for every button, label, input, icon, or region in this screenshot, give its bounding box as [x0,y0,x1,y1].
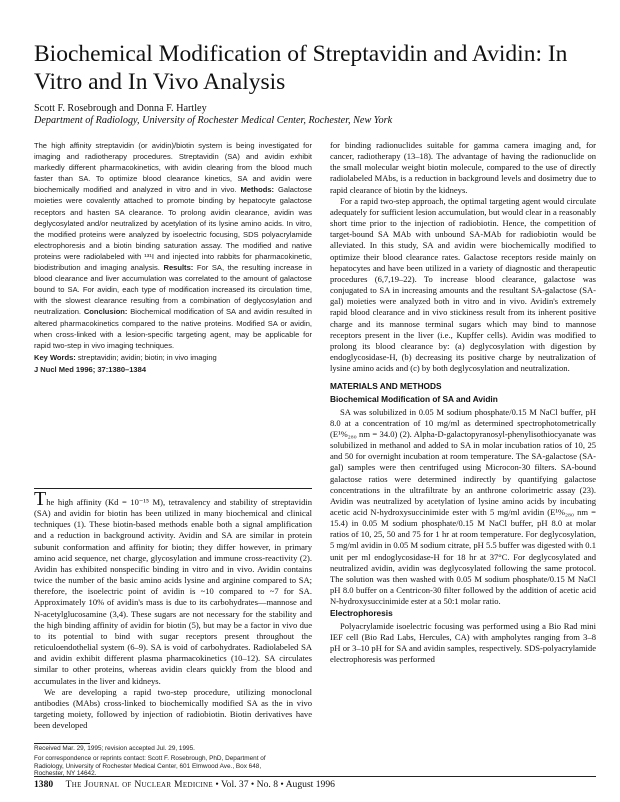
correspondence-note: For correspondence or reprints contact: Scott F. Rosebrough, PhD, Department of Radiology, University of Rochester Medical Center, 601 Elmwood Ave., Box 648, Rochester, NY 14642. [34,754,266,778]
left-column [34,488,312,731]
abstract-conclusion: Biochemical modification of SA and avidin resulted in altered pharmacokinetics compared to the native proteins. Modified SA or avidin, when cross-linked with a lesion-specific targeting agent, may be applicable for rapid two-step in vivo imaging techniques. [34,307,312,350]
page-number: 1380 [34,779,54,790]
volume-issue: • Vol. 37 • No. 8 • August 1996 [215,779,335,790]
footnote-divider [34,743,90,744]
journal-name: The Journal of Nuclear Medicine [65,779,213,790]
intro-paragraph-1 [34,488,312,687]
keywords-text: streptavidin; avidin; biotin; in vivo imaging [77,352,217,362]
intro-paragraph-3: for binding radionuclides suitable for gamma camera imaging and, for cancer, radiotherapy (13–18). The advantage of having the radionuclide on the small molecular weight biotin molecule, compared to the use of directly radiolabeled MAbs, is a reduction in background levels and dosimetry due to rapid clearance of biotin by the kidneys. [330,140,596,195]
keywords-line [34,352,312,363]
section-heading-methods: MATERIALS AND METHODS [330,381,442,392]
author-affiliation: Department of Radiology, University of Rochester Medical Center, Rochester, New York [34,115,393,126]
methods-paragraph-2: Polyacrylamide isoelectric focusing was performed using a Bio Rad mini IEF cell (Bio Rad Labs, Hercules, CA) with ampholytes ranging from 3–8 pH or 3–10 pH for SA and avidin samples, respectively. SDS-polyacrylamide electrophoresis was performed [330,620,596,665]
footnote-block [34,745,284,780]
article-title: Biochemical Modification of Streptavidin and Avidin: In Vitro and In Vivo Analysis [34,41,568,95]
subsection-heading-modification: Biochemical Modification of SA and Avidin [330,394,498,405]
abstract-paragraph [34,140,312,351]
keywords-label: Key Words: [34,352,76,362]
abstract-block [34,140,312,375]
abstract-divider [34,488,312,489]
methods-paragraph-1: SA was solubilized in 0.05 M sodium phosphate/0.15 M NaCl buffer, pH 8.0 at a concentration of 10 mg/ml as determined spectrophotometrically (E¹%₂₈₀ nm = 34.0) (2). Alpha-D-galactopyranosyl-phenylisothiocyanate was solubilized in methanol and added to SA in molar incubation ratios of 10, 25 and 50 for overnight incubation at room temperature. The SA-galactose (SA-gal) samples were then centrifuged using Microcon-30 filters. SA-bound galactose ratios were determined indirectly by quantifying galactose concentrations in the ultrafiltrate by an anthrone colorimetric assay (23). Avidin was neutralized by acetylation of lysine amino acids by incubating acetic acid N-hydroxysuccinimide ester with 5 mg/ml avidin (E¹%₂₈₀ nm = 15.4) in 0.05 M sodium phosphate/0.15 M NaCl buffer, pH 8.0 at molar ratios of 10, 25, 50 and 75 for 1 hr at room temperature. For deglycosylation, 5 mg/ml avidin in 0.05 M sodium citrate, pH 5.5 buffer was digested with 0.1 unit per ml endoglycosidase-H for 18 hr at 37°C. For deglycosylated and neutralized avidin, avidin was deglycosylated following the same protocol. The solution was then washed with 0.05 M sodium phosphate/0.15 M NaCl pH 8.0 buffer on a Centricon-30 filter followed by the addition of acetic acid N-hydroxysuccinimide ester at a 50:1 molar ratio. [330,406,596,607]
author-list: Scott F. Rosebrough and Donna F. Hartley [34,103,207,114]
footer-divider [34,776,596,777]
intro-paragraph-2: We are developing a rapid two-step procedure, utilizing monoclonal antibodies (MAbs) cross-linked to biochemically modified SA as the in vivo targeting moiety, followed by injection of radiobiotin. Biotin derivatives have been developed [34,686,312,731]
intro-paragraph-4: For a rapid two-step approach, the optimal targeting agent would circulate adequately for sufficient lesion accumulation, but would clear in a reasonably short time prior to the injection of radiobiotin. Hence, the competition of target-bound SA MAb with unbound SA-MAb for radiobiotin would be alleviated. In this study, SA and avidin were biochemically modified to optimize their blood clearance rates. Galactose receptors reside mainly on hepatocytes and have been utilized in a variety of diagnostic and therapeutic procedures (6,7,19–22). To increase blood clearance, galactose was conjugated to SA in increasing amounts and the resultant SA-galactose (SA-gal) moieties were analyzed both in vitro and in vivo. Avidin's extremely rapid blood clearance and in vivo stickiness result from its inherent positive charge and its mannose terminal sugars which may bind to mannose receptors present in the liver (i.e., Kupffer cells). Avidin was modified to prolong its blood clearance by: (a) deglycosylation with digestion by endoglycosidase-H, (b) decreasing its positive charge by neutralization of lysine amino acids and (c) by both deglycosylation and neutralization. [330,195,596,374]
abstract-methods: Galactose moieties were covalently attached to promote binding by hepatocyte galactose receptors and hasten SA clearance. To prolong avidin clearance, avidin was deglycosylated and/or neutralized by acetylation of its lysine amino acids. In vitro, the modified proteins were analyzed by isoelectric focusing, SDS polyacrylamide electrophoresis and a biotin binding saturation assay. The modified and native proteins were radiolabeled with ¹³¹I and injected into rabbits for pharmacokinetic, biodistribution and imaging analysis. [34,185,313,273]
received-note: Received Mar. 29, 1995; revision accepted Jul. 29, 1995. [34,745,195,752]
methods-label: Methods: [240,185,275,195]
conclusion-label: Conclusion: [83,307,128,317]
results-label: Results: [163,263,194,273]
intro-paragraph-1-text: he high affinity (Kd = 10⁻¹⁵ M), tetravalency and stability of streptavidin (SA) and avidin for biotin has been utilized in many biochemical and clinical techniques (1). These biotin-based methods enable both a signal amplification and a reduction in background activity. Avidin and SA are similar in protein subunit conformation and affinity for biotin; they differ however, in primary amino acid sequence, net charge, glycosylation and immune cross-reactivity (2). Avidin has exhibited nonspecific binding in vitro and in vivo. Avidin contains twice the number of the basic amino acids lysine and arginine compared to SA; therefore, the isoelectric point of avidin is ~10 compared to ~7 for SA. Approximately 10% of avidin's mass is due to its carbohydrates—mannose and N-acetylglucosamine (3,4). These sugars are not necessary for the stability and the high binding affinity of avidin for biotin (5), but may be a factor in vivo due to its potential to bind with sugar receptors present throughout the reticuloendothelial system (6–9). SA is void of carbohydrates. Radiolabeled SA and avidin exhibit different plasma pharmacokinetics (10–12). SA circulates similar to other proteins, whereas avidin clears quickly from the blood and accumulates in the liver and kidneys. [34,497,312,686]
subsection-heading-electrophoresis: Electrophoresis [330,608,393,619]
page-footer [34,779,335,790]
journal-citation: J Nucl Med 1996; 37:1380–1384 [34,364,147,374]
abstract-intro: The high affinity streptavidin (or avidin)/biotin system is being investigated for imaging and radiotherapy procedures. Streptavidin (SA) and avidin exhibit markedly different pharmacokinetics, with avidin clearing from the blood much faster than SA. To optimize blood clearance kinetics, SA and avidin were biochemically modified and analyzed in vitro and in vivo. [34,141,312,195]
abstract-results: For SA, the resulting increase in blood clearance and liver accumulation was correlated to the amount of galactose bound to SA. For avidin, each type of modification increased its circulation time, with the slowest clearance resulting from a combination of deglycosylation and neutralization. [34,263,312,317]
right-column [330,140,596,665]
drop-cap: T [34,488,47,510]
